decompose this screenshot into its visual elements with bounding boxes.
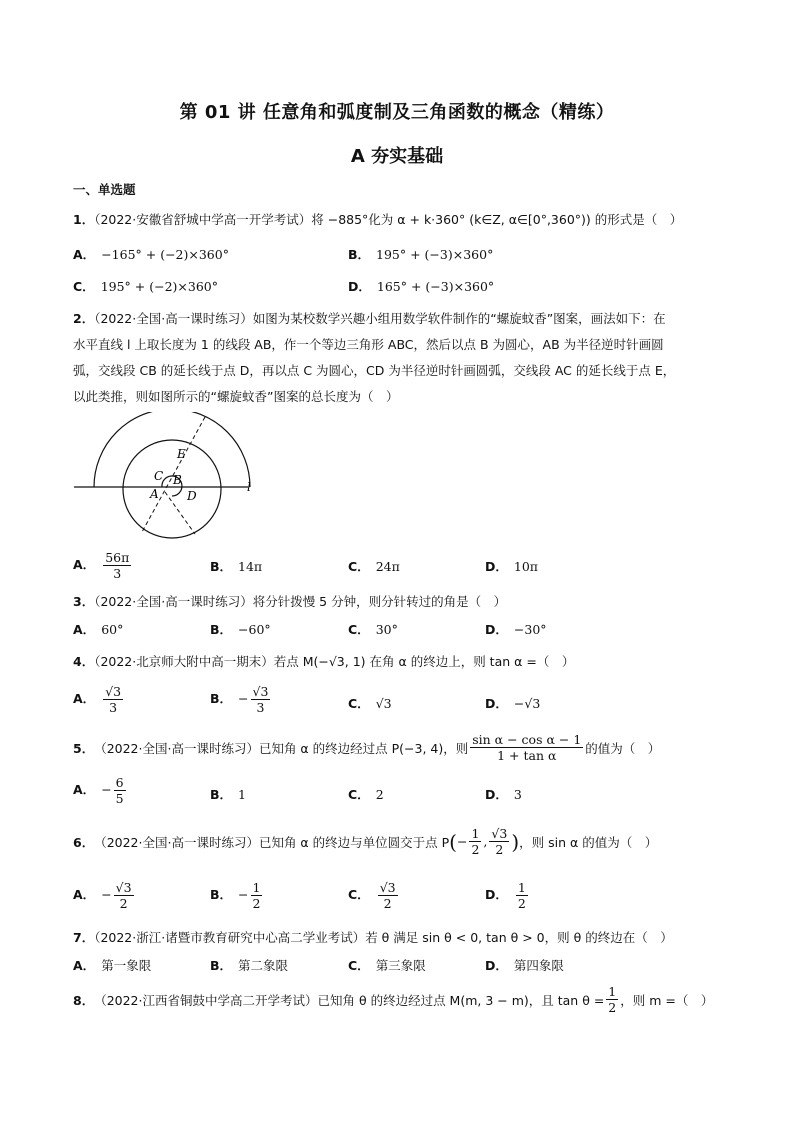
question-8: 8． （2022·江西省铜鼓中学高二开学考试）已知角 θ 的终边经过点 M(m, 3 − m)，且 tan θ = $\frac{1}{2}$ ，则 m =（ ） — [73, 984, 714, 1015]
question-3: 3．（2022·全国·高一课时练习）将分针拨慢 5 分钟，则分针转过的角是（ ） — [73, 594, 507, 609]
question-2: 2．（2022·全国·高一课时练习）如图为某校数学兴趣小组用数学软件制作的“螺旋蚊香”图案，画法如下：在 水平直线 l 上取长度为 1 的线段 AB，作一个等边三角形 ABC，然后以点 B 为圆心，AB 为半径逆时针画圆 弧，交线段 CB 的延长线于点 D，再以点 C 为圆心，CD 为半径逆时针画圆弧，交线段 AC 的延长线于点 E， 以此类推，则如图所示的“螺旋蚊香”图案的总长度为（ ） — [73, 311, 676, 404]
q6-option-a: A． − $\frac{√3}{2}$ — [73, 880, 132, 911]
q5-option-d: D． 3 — [485, 787, 522, 802]
question-number: 1． — [73, 212, 95, 227]
q1-option-a: A． −165° + (−2)×360° — [73, 247, 229, 262]
question-1 — [73, 210, 682, 228]
page-subtitle: A 夯实基础 — [350, 146, 444, 167]
q3-option-d: D． −30° — [485, 622, 547, 637]
question-text: 将 −885°化为 α + k·360° (k∈Z, α∈[0°,360°)) 的形式是（ ） — [311, 212, 683, 227]
q2-option-a: A． $\frac{56\pi}{3}$ — [73, 550, 130, 581]
label-b: B — [173, 473, 182, 487]
question-7: 7．（2022·浙江·诸暨市教育研究中心高二学业考试）若 θ 满足 sin θ < 0, tan θ > 0，则 θ 的终边在（ ） — [73, 930, 673, 945]
q6-option-b: B． − $\frac{1}{2}$ — [210, 880, 261, 911]
label-d: D — [187, 489, 197, 503]
q1-option-b: B． 195° + (−3)×360° — [348, 247, 494, 262]
q7-option-d: D． 第四象限 — [485, 958, 564, 973]
q7-option-a: A． 第一象限 — [73, 958, 152, 973]
label-a: A — [150, 487, 159, 501]
q6-option-d: D． $\frac{1}{2}$ — [485, 880, 526, 911]
q5-option-b: B． 1 — [210, 787, 246, 802]
question-6: 6． （2022·全国·高一课时练习）已知角 α 的终边与单位圆交于点 P ( − $\frac{1}{2}$ , $\frac{√3}{2}$ ) ，则 sin α 的值为（ ） — [73, 826, 658, 857]
q3-option-c: C． 30° — [348, 622, 398, 637]
section-heading: 一、单选题 — [73, 182, 136, 197]
q2-option-d: D． 10π — [485, 559, 539, 574]
label-l: l — [247, 480, 251, 494]
q2-option-b: B． 14π — [210, 559, 263, 574]
question-5: 5． （2022·全国·高一课时练习）已知角 α 的终边经过点 P(−3, 4)，则 $\frac{\text{sin α − cos α − 1}}{\text{1 + tan α}}$ 的值为（ ） — [73, 732, 661, 763]
q4-option-d: D． −√3 — [485, 696, 541, 711]
q1-option-d: D． 165° + (−3)×360° — [348, 279, 495, 294]
q3-option-a: A． 60° — [73, 622, 124, 637]
q4-option-b: B． − $\frac{√3}{3}$ — [210, 684, 269, 715]
q7-option-c: C． 第三象限 — [348, 958, 426, 973]
q7-option-b: B． 第二象限 — [210, 958, 289, 973]
q6-option-c: C． $\frac{√3}{2}$ — [348, 880, 396, 911]
label-c: C — [154, 469, 164, 483]
question-4: 4．（2022·北京师大附中高一期末）若点 M(−√3, 1) 在角 α 的终边上，则 tan α =（ ） — [73, 654, 575, 669]
q5-option-a: A． − $\frac{6}{5}$ — [73, 775, 124, 806]
question-source: （2022·安徽省舒城中学高一开学考试） — [94, 212, 312, 227]
q3-option-b: B． −60° — [210, 622, 271, 637]
label-e: E — [177, 447, 186, 461]
q5-option-c: C． 2 — [348, 787, 384, 802]
q4-option-c: C． √3 — [348, 696, 392, 711]
page-title: 第 01 讲 任意角和弧度制及三角函数的概念（精练） — [179, 102, 615, 123]
q1-option-c: C． 195° + (−2)×360° — [73, 279, 218, 294]
q4-option-a: A． $\frac{√3}{3}$ — [73, 684, 122, 715]
q2-option-c: C． 24π — [348, 559, 400, 574]
spiral-figure — [70, 412, 270, 552]
spiral-circle — [123, 440, 221, 538]
